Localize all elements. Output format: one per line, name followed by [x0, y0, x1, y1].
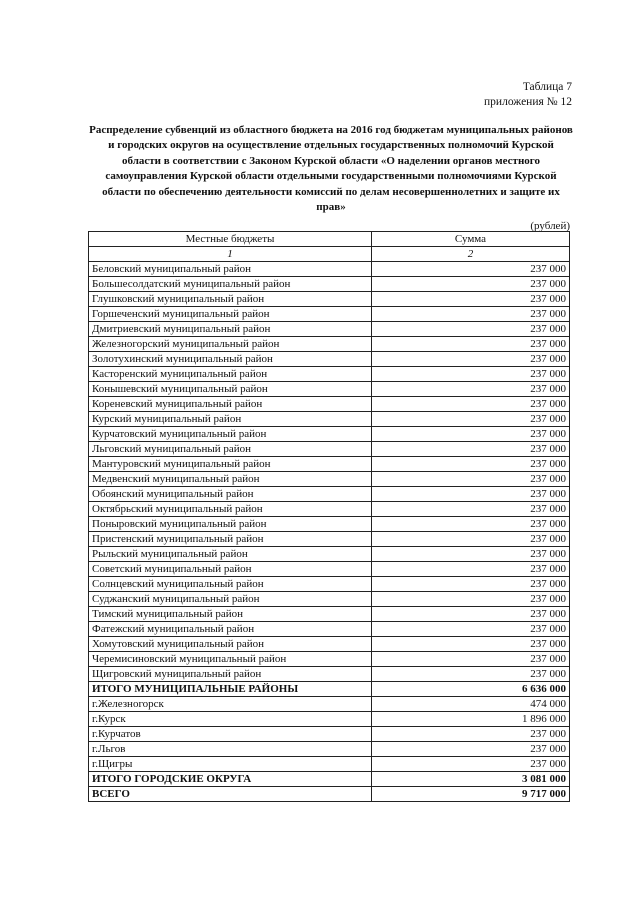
table-row [89, 532, 570, 547]
amount-cell: 237 000 [372, 667, 570, 682]
budget-name-cell: Обоянский муниципальный район [89, 487, 372, 502]
amount-cell: 237 000 [372, 457, 570, 472]
table-row [89, 592, 570, 607]
amount-cell: 237 000 [372, 262, 570, 277]
budget-name-cell: г.Щигры [89, 757, 372, 772]
budget-name-cell: Медвенский муниципальный район [89, 472, 372, 487]
table-row [89, 262, 570, 277]
table-row [89, 787, 570, 802]
amount-cell: 3 081 000 [372, 772, 570, 787]
budget-name-cell: Беловский муниципальный район [89, 262, 372, 277]
table-row [89, 667, 570, 682]
amount-cell: 1 896 000 [372, 712, 570, 727]
budget-name-cell: г.Курчатов [89, 727, 372, 742]
budget-name-cell: г.Курск [89, 712, 372, 727]
amount-cell: 237 000 [372, 637, 570, 652]
table-header-row [89, 232, 570, 247]
amount-cell: 237 000 [372, 622, 570, 637]
amount-cell: 237 000 [372, 487, 570, 502]
table-row [89, 517, 570, 532]
table-row [89, 742, 570, 757]
amount-cell: 237 000 [372, 502, 570, 517]
table-row [89, 487, 570, 502]
amount-cell: 9 717 000 [372, 787, 570, 802]
table-row [89, 337, 570, 352]
budget-name-cell: Черемисиновский муниципальный район [89, 652, 372, 667]
table-row [89, 457, 570, 472]
amount-cell: 237 000 [372, 307, 570, 322]
budget-name-cell: Курчатовский муниципальный район [89, 427, 372, 442]
table-row [89, 607, 570, 622]
table-row [89, 442, 570, 457]
amount-cell: 237 000 [372, 652, 570, 667]
budget-name-cell: ВСЕГО [89, 787, 372, 802]
budget-name-cell: Хомутовский муниципальный район [89, 637, 372, 652]
amount-cell: 237 000 [372, 742, 570, 757]
amount-cell: 237 000 [372, 397, 570, 412]
amount-cell: 237 000 [372, 547, 570, 562]
table-row [89, 772, 570, 787]
budget-name-cell: Глушковский муниципальный район [89, 292, 372, 307]
budget-name-cell: Рыльский муниципальный район [89, 547, 372, 562]
table-row [89, 577, 570, 592]
amount-cell: 237 000 [372, 367, 570, 382]
amount-cell: 237 000 [372, 427, 570, 442]
budget-name-cell: г.Железногорск [89, 697, 372, 712]
table-row [89, 412, 570, 427]
document-title: Распределение субвенций из областного бюджета на 2016 год бюджетам муниципальных районов и городских округов на осуществление отдельных государственных полномочий Курской области в соответствии с Законом Курской области «О наделении органов местного самоуправления Курской области отдельными государственными полномочиями Курской области по обеспечению деятельности комиссий по делам несовершеннолетних и защите их прав» [89, 124, 573, 214]
budget-name-cell: Конышевский муниципальный район [89, 382, 372, 397]
budget-name-cell: Железногорский муниципальный район [89, 337, 372, 352]
budget-name-cell: Дмитриевский муниципальный район [89, 322, 372, 337]
appendix-label: приложения № 12 [484, 96, 572, 108]
budget-name-cell: Горшеченский муниципальный район [89, 307, 372, 322]
column-number: 2 [372, 247, 570, 262]
budget-name-cell: Тимский муниципальный район [89, 607, 372, 622]
table-row [89, 682, 570, 697]
table-row [89, 502, 570, 517]
budget-name-cell: Курский муниципальный район [89, 412, 372, 427]
table-row [89, 547, 570, 562]
table-row [89, 697, 570, 712]
table-row [89, 757, 570, 772]
table-row [89, 292, 570, 307]
table-row [89, 352, 570, 367]
amount-cell: 237 000 [372, 382, 570, 397]
amount-cell: 237 000 [372, 532, 570, 547]
column-number: 1 [89, 247, 372, 262]
amount-cell: 237 000 [372, 517, 570, 532]
amount-cell: 237 000 [372, 277, 570, 292]
table-row [89, 367, 570, 382]
amount-cell: 237 000 [372, 472, 570, 487]
amount-cell: 237 000 [372, 352, 570, 367]
column-header-amount: Сумма [372, 232, 570, 247]
budget-name-cell: Суджанский муниципальный район [89, 592, 372, 607]
amount-cell: 237 000 [372, 562, 570, 577]
budget-name-cell: Солнцевский муниципальный район [89, 577, 372, 592]
table-row [89, 712, 570, 727]
table-row [89, 382, 570, 397]
amount-cell: 237 000 [372, 727, 570, 742]
budget-name-cell: Большесолдатский муниципальный район [89, 277, 372, 292]
amount-cell: 237 000 [372, 442, 570, 457]
budget-name-cell: ИТОГО МУНИЦИПАЛЬНЫЕ РАЙОНЫ [89, 682, 372, 697]
column-number-row [89, 247, 570, 262]
budget-name-cell: Пристенский муниципальный район [89, 532, 372, 547]
table-row [89, 397, 570, 412]
table-row [89, 637, 570, 652]
budget-name-cell: Касторенский муниципальный район [89, 367, 372, 382]
table-row [89, 427, 570, 442]
budget-name-cell: Льговский муниципальный район [89, 442, 372, 457]
budget-name-cell: Кореневский муниципальный район [89, 397, 372, 412]
budget-name-cell: Фатежский муниципальный район [89, 622, 372, 637]
amount-cell: 237 000 [372, 757, 570, 772]
table-header [484, 80, 572, 110]
budget-name-cell: Щигровский муниципальный район [89, 667, 372, 682]
amount-cell: 237 000 [372, 412, 570, 427]
column-header-budgets: Местные бюджеты [89, 232, 372, 247]
amount-cell: 237 000 [372, 577, 570, 592]
table-row [89, 472, 570, 487]
unit-label: (рублей) [530, 220, 570, 232]
amount-cell: 237 000 [372, 592, 570, 607]
budget-name-cell: Октябрьский муниципальный район [89, 502, 372, 517]
table-row [89, 622, 570, 637]
subsidy-table [88, 231, 570, 802]
amount-cell: 474 000 [372, 697, 570, 712]
table-label: Таблица 7 [522, 81, 572, 93]
budget-name-cell: Поныровский муниципальный район [89, 517, 372, 532]
amount-cell: 6 636 000 [372, 682, 570, 697]
budget-name-cell: Мантуровский муниципальный район [89, 457, 372, 472]
budget-name-cell: г.Льгов [89, 742, 372, 757]
budget-name-cell: ИТОГО ГОРОДСКИЕ ОКРУГА [89, 772, 372, 787]
table-row [89, 727, 570, 742]
table-row [89, 322, 570, 337]
table-row [89, 307, 570, 322]
amount-cell: 237 000 [372, 337, 570, 352]
amount-cell: 237 000 [372, 322, 570, 337]
table-row [89, 652, 570, 667]
budget-name-cell: Советский муниципальный район [89, 562, 372, 577]
amount-cell: 237 000 [372, 607, 570, 622]
table-row [89, 562, 570, 577]
amount-cell: 237 000 [372, 292, 570, 307]
budget-name-cell: Золотухинский муниципальный район [89, 352, 372, 367]
table-row [89, 277, 570, 292]
